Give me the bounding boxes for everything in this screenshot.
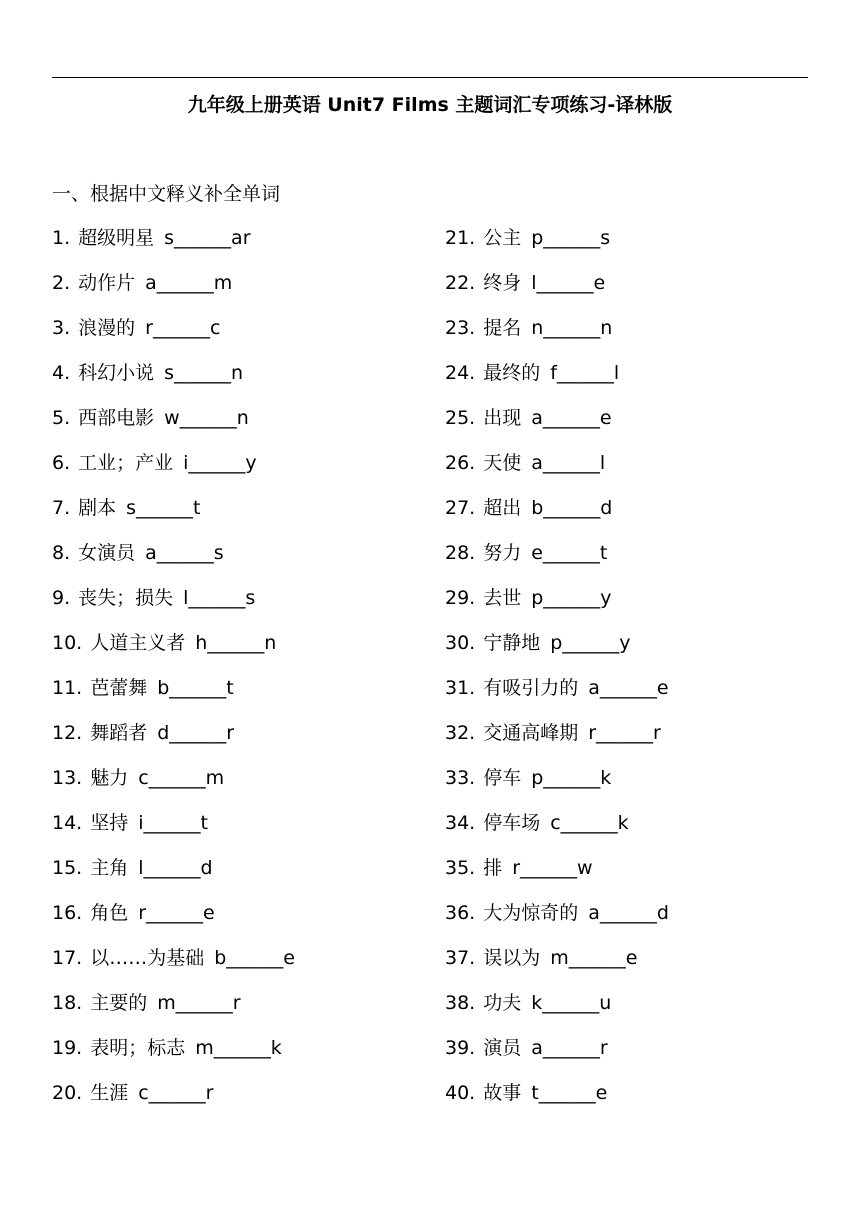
chinese-meaning: 排 — [483, 857, 503, 879]
word-blank: b______d — [531, 497, 613, 519]
word-blank: a______e — [588, 677, 669, 699]
left-column — [52, 224, 295, 1124]
exercise-item — [445, 359, 669, 404]
word-blank: r______e — [138, 902, 215, 924]
item-number: 4. — [52, 362, 71, 384]
word-blank: b______t — [157, 677, 234, 699]
exercise-item — [52, 899, 295, 944]
word-blank: a______r — [531, 1037, 608, 1059]
item-number: 26. — [445, 452, 476, 474]
item-number: 38. — [445, 992, 476, 1014]
item-number: 8. — [52, 542, 71, 564]
word-blank: p______y — [550, 632, 631, 654]
word-blank: e______t — [531, 542, 608, 564]
item-number: 12. — [52, 722, 83, 744]
item-number: 2. — [52, 272, 71, 294]
exercise-item — [52, 629, 295, 674]
word-blank: c______r — [138, 1082, 214, 1104]
exercise-item — [52, 719, 295, 764]
item-number: 40. — [445, 1082, 476, 1104]
exercise-item — [445, 854, 669, 899]
item-number: 11. — [52, 677, 83, 699]
word-blank: t______e — [531, 1082, 608, 1104]
exercise-item — [445, 809, 669, 854]
exercise-item — [445, 944, 669, 989]
word-blank: l______s — [183, 587, 256, 609]
word-blank: s______n — [164, 362, 244, 384]
word-blank: a______d — [588, 902, 669, 924]
item-number: 34. — [445, 812, 476, 834]
section-heading: 一、根据中文释义补全单词 — [52, 183, 281, 205]
chinese-meaning: 最终的 — [483, 362, 541, 384]
chinese-meaning: 提名 — [483, 317, 522, 339]
word-blank: s______ar — [164, 227, 251, 249]
exercise-item — [445, 899, 669, 944]
word-blank: p______s — [531, 227, 611, 249]
chinese-meaning: 功夫 — [483, 992, 522, 1014]
chinese-meaning: 大为惊奇的 — [483, 902, 579, 924]
exercise-item — [445, 224, 669, 269]
chinese-meaning: 坚持 — [90, 812, 129, 834]
item-number: 3. — [52, 317, 71, 339]
exercise-item — [52, 449, 295, 494]
item-number: 25. — [445, 407, 476, 429]
word-blank: a______l — [531, 452, 606, 474]
exercise-item — [445, 989, 669, 1034]
exercise-item — [445, 494, 669, 539]
exercise-item — [52, 269, 295, 314]
word-blank: m______e — [550, 947, 638, 969]
chinese-meaning: 演员 — [483, 1037, 522, 1059]
word-blank: k______u — [531, 992, 612, 1014]
chinese-meaning: 角色 — [90, 902, 129, 924]
item-number: 30. — [445, 632, 476, 654]
chinese-meaning: 剧本 — [78, 497, 117, 519]
exercise-item — [52, 584, 295, 629]
word-blank: f______l — [550, 362, 620, 384]
word-blank: h______n — [195, 632, 277, 654]
word-blank: m______r — [157, 992, 241, 1014]
item-number: 13. — [52, 767, 83, 789]
chinese-meaning: 宁静地 — [483, 632, 541, 654]
exercise-item — [52, 314, 295, 359]
item-number: 5. — [52, 407, 71, 429]
chinese-meaning: 魅力 — [90, 767, 129, 789]
chinese-meaning: 去世 — [483, 587, 522, 609]
chinese-meaning: 浪漫的 — [78, 317, 136, 339]
item-number: 29. — [445, 587, 476, 609]
item-number: 24. — [445, 362, 476, 384]
word-blank: p______y — [531, 587, 612, 609]
chinese-meaning: 人道主义者 — [90, 632, 186, 654]
word-blank: i______y — [183, 452, 257, 474]
item-number: 32. — [445, 722, 476, 744]
exercise-item — [52, 764, 295, 809]
item-number: 33. — [445, 767, 476, 789]
chinese-meaning: 终身 — [483, 272, 522, 294]
item-number: 39. — [445, 1037, 476, 1059]
chinese-meaning: 主要的 — [90, 992, 148, 1014]
word-blank: l______d — [138, 857, 213, 879]
exercise-item — [445, 674, 669, 719]
exercise-item — [445, 269, 669, 314]
word-blank: a______m — [145, 272, 233, 294]
word-blank: b______e — [214, 947, 295, 969]
item-number: 27. — [445, 497, 476, 519]
exercise-item — [445, 404, 669, 449]
chinese-meaning: 表明；标志 — [90, 1037, 186, 1059]
chinese-meaning: 故事 — [483, 1082, 522, 1104]
exercise-item — [445, 314, 669, 359]
item-number: 23. — [445, 317, 476, 339]
chinese-meaning: 科幻小说 — [78, 362, 155, 384]
item-number: 19. — [52, 1037, 83, 1059]
chinese-meaning: 超出 — [483, 497, 522, 519]
exercise-item — [52, 1034, 295, 1079]
chinese-meaning: 停车 — [483, 767, 522, 789]
item-number: 37. — [445, 947, 476, 969]
item-number: 21. — [445, 227, 476, 249]
item-number: 20. — [52, 1082, 83, 1104]
exercise-item — [52, 404, 295, 449]
chinese-meaning: 女演员 — [78, 542, 136, 564]
word-blank: a______s — [145, 542, 224, 564]
exercise-item — [445, 764, 669, 809]
item-number: 22. — [445, 272, 476, 294]
word-blank: r______r — [588, 722, 661, 744]
item-number: 1. — [52, 227, 71, 249]
exercise-item — [52, 1079, 295, 1124]
item-number: 18. — [52, 992, 83, 1014]
word-blank: c______k — [550, 812, 629, 834]
chinese-meaning: 丧失；损失 — [78, 587, 174, 609]
item-number: 14. — [52, 812, 83, 834]
item-number: 7. — [52, 497, 71, 519]
chinese-meaning: 西部电影 — [78, 407, 155, 429]
word-blank: r______c — [145, 317, 221, 339]
item-number: 17. — [52, 947, 83, 969]
chinese-meaning: 误以为 — [483, 947, 541, 969]
chinese-meaning: 工业；产业 — [78, 452, 174, 474]
exercise-item — [445, 629, 669, 674]
exercise-item — [445, 539, 669, 584]
exercise-item — [52, 224, 295, 269]
item-number: 36. — [445, 902, 476, 924]
word-blank: d______r — [157, 722, 235, 744]
chinese-meaning: 舞蹈者 — [90, 722, 148, 744]
word-blank: m______k — [195, 1037, 282, 1059]
chinese-meaning: 出现 — [483, 407, 522, 429]
word-blank: a______e — [531, 407, 612, 429]
item-number: 16. — [52, 902, 83, 924]
chinese-meaning: 交通高峰期 — [483, 722, 579, 744]
word-blank: l______e — [531, 272, 606, 294]
exercise-item — [445, 1079, 669, 1124]
chinese-meaning: 努力 — [483, 542, 522, 564]
right-column — [445, 224, 669, 1124]
exercise-item — [52, 539, 295, 584]
chinese-meaning: 芭蕾舞 — [90, 677, 148, 699]
exercise-item — [445, 719, 669, 764]
exercise-item — [445, 449, 669, 494]
exercise-item — [52, 944, 295, 989]
exercise-item — [52, 494, 295, 539]
item-number: 10. — [52, 632, 83, 654]
exercise-item — [445, 1034, 669, 1079]
header-rule — [52, 77, 808, 78]
item-number: 15. — [52, 857, 83, 879]
exercise-item — [52, 854, 295, 899]
chinese-meaning: 公主 — [483, 227, 522, 249]
exercise-item — [52, 989, 295, 1034]
chinese-meaning: 天使 — [483, 452, 522, 474]
item-number: 9. — [52, 587, 71, 609]
exercise-item — [52, 809, 295, 854]
page-title: 九年级上册英语 Unit7 Films 主题词汇专项练习-译林版 — [187, 94, 673, 116]
word-blank: s______t — [126, 497, 201, 519]
word-blank: r______w — [512, 857, 593, 879]
chinese-meaning: 以……为基础 — [90, 947, 205, 969]
chinese-meaning: 停车场 — [483, 812, 541, 834]
item-number: 35. — [445, 857, 476, 879]
chinese-meaning: 动作片 — [78, 272, 136, 294]
chinese-meaning: 有吸引力的 — [483, 677, 579, 699]
word-blank: p______k — [531, 767, 612, 789]
word-blank: i______t — [138, 812, 208, 834]
word-blank: w______n — [164, 407, 249, 429]
chinese-meaning: 生涯 — [90, 1082, 129, 1104]
exercise-item — [52, 674, 295, 719]
item-number: 28. — [445, 542, 476, 564]
chinese-meaning: 主角 — [90, 857, 129, 879]
item-number: 6. — [52, 452, 71, 474]
item-number: 31. — [445, 677, 476, 699]
word-blank: n______n — [531, 317, 613, 339]
chinese-meaning: 超级明星 — [78, 227, 155, 249]
exercise-item — [52, 359, 295, 404]
word-blank: c______m — [138, 767, 225, 789]
exercise-item — [445, 584, 669, 629]
